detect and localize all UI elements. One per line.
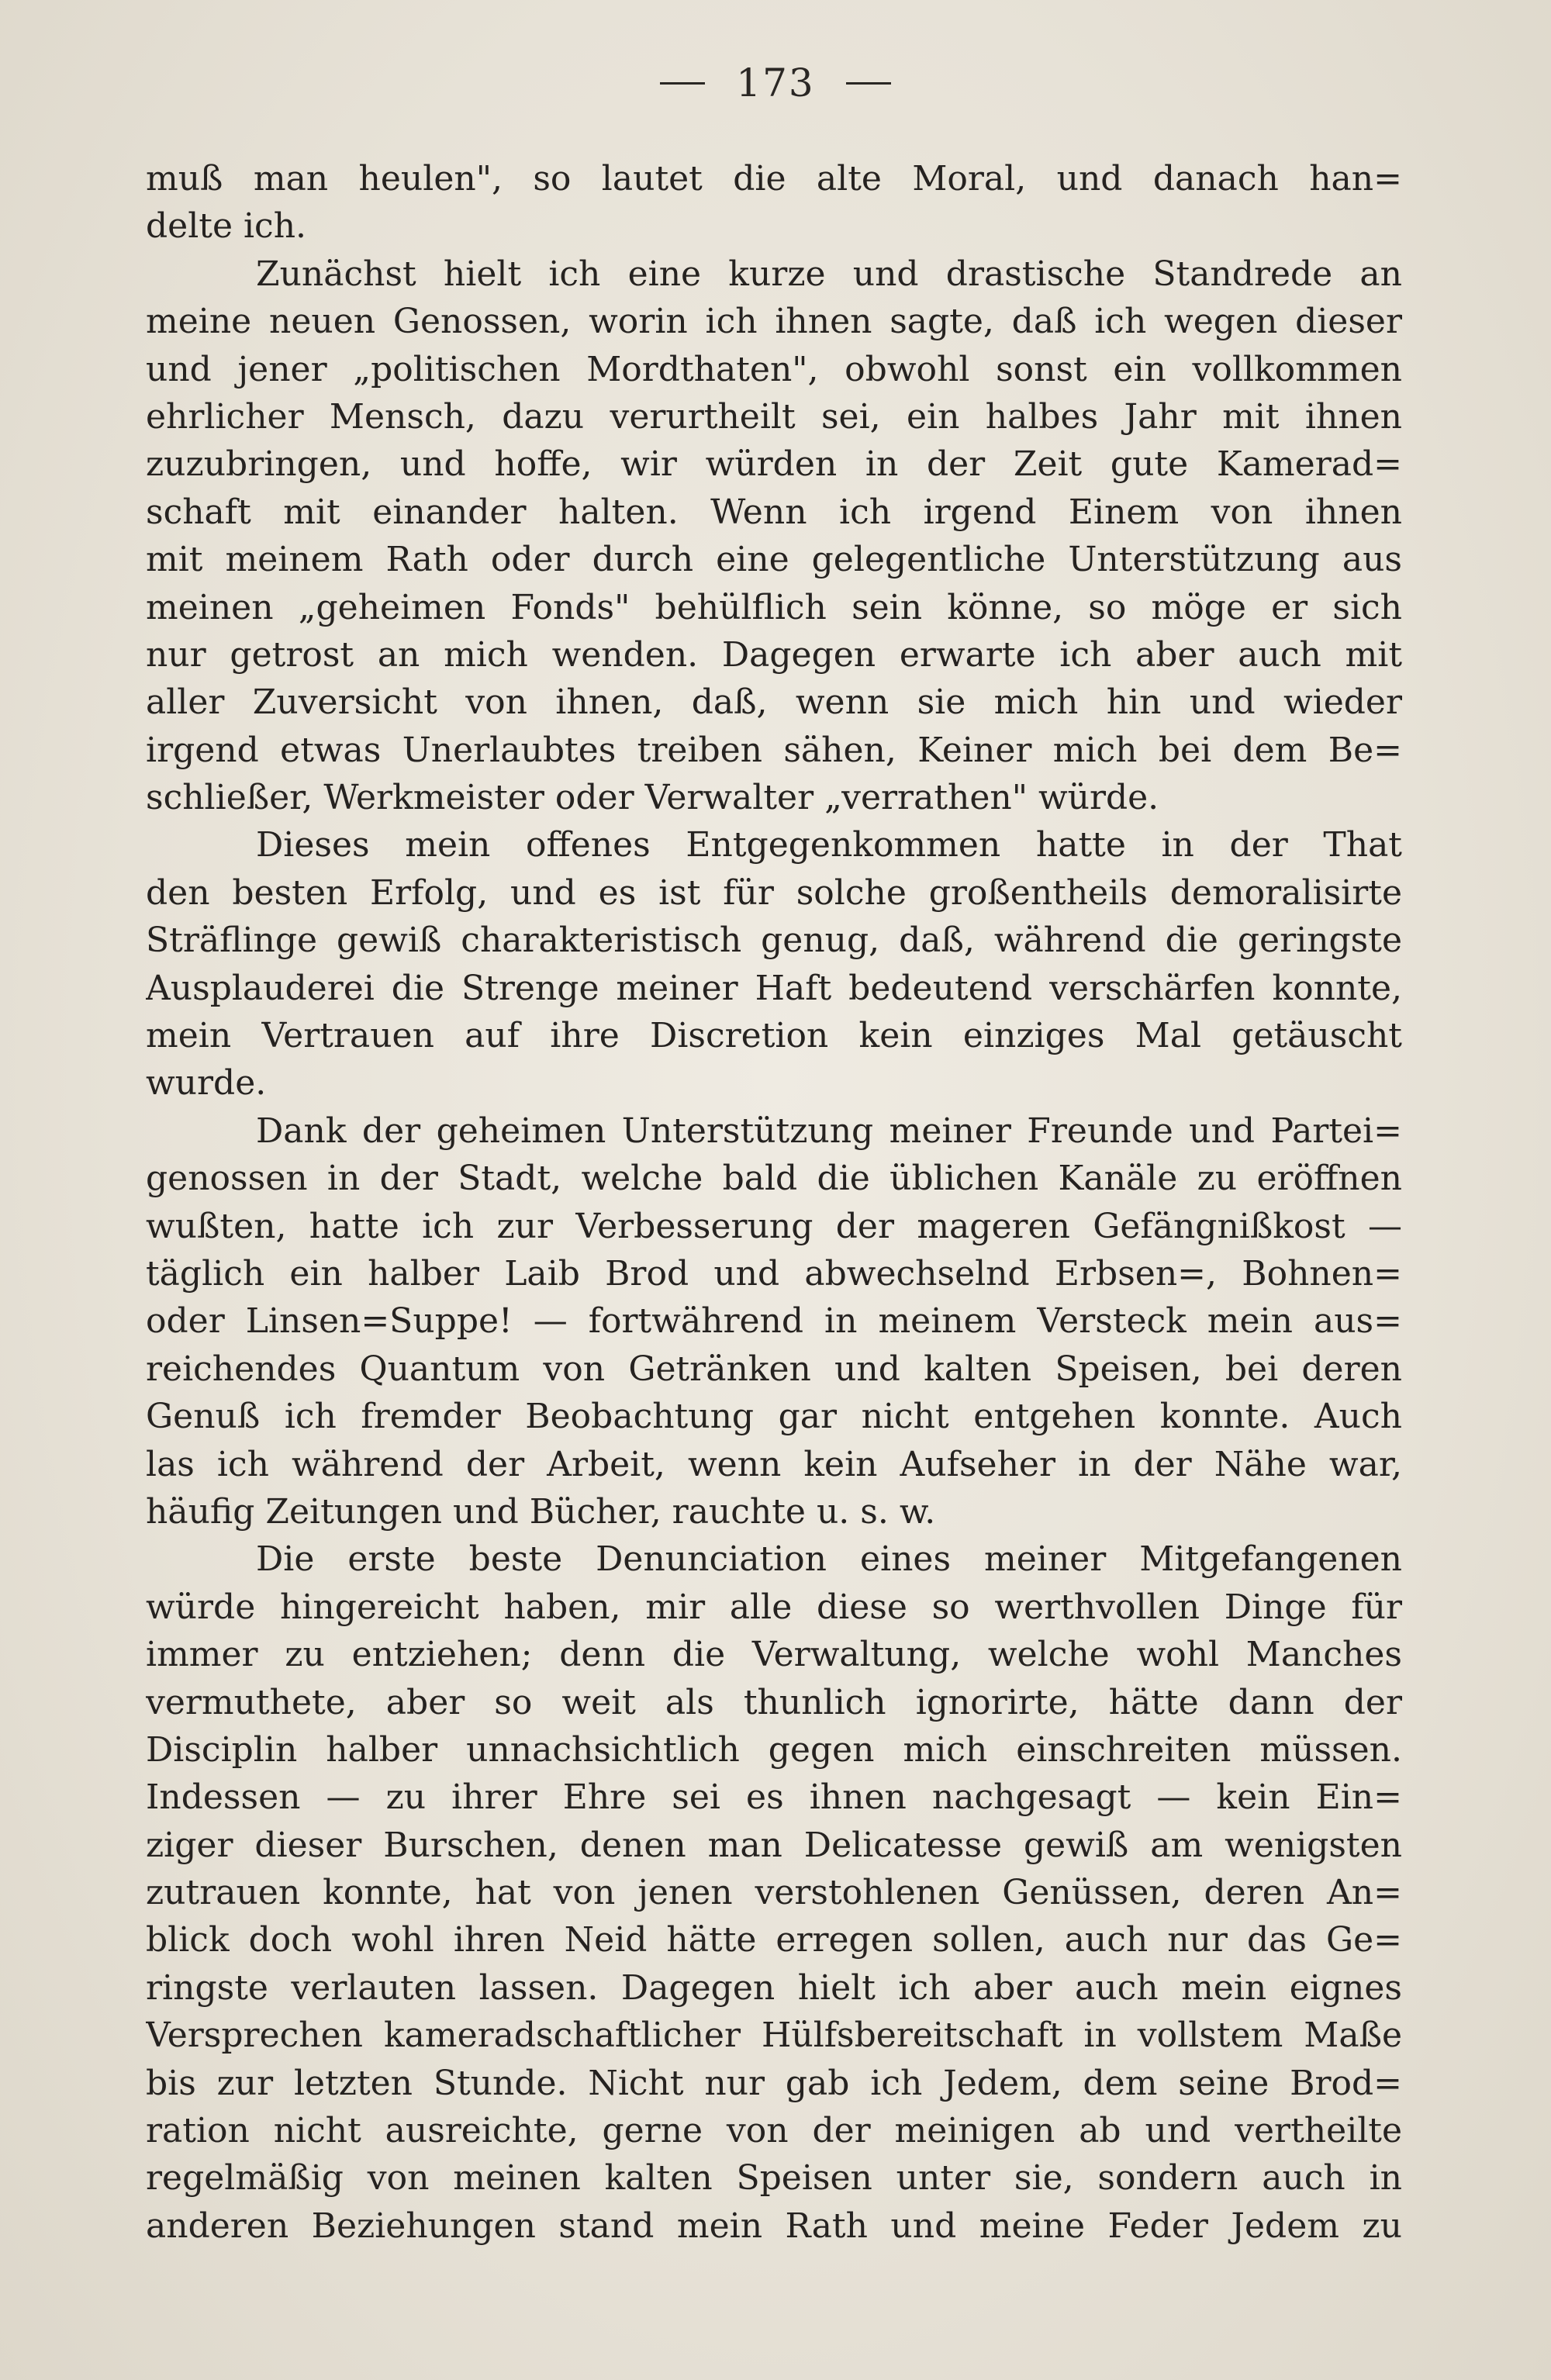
text-line: meinen „geheimen Fonds" behülflich sein könne, so möge er sich [146,587,1402,627]
text-line: Sträflinge gewiß charakteristisch genug, daß, während die geringste [146,921,1402,961]
text-line: regelmäßig von meinen kalten Speisen unter sie, sondern auch in [146,2158,1402,2199]
text-line: Zunächst hielt ich eine kurze und drastische Standrede an [256,254,1402,294]
page-number: 173 [736,60,815,105]
text-line: ration nicht ausreichte, gerne von der meinigen ab und vertheilte [146,2111,1402,2151]
text-line: immer zu entziehen; denn die Verwaltung, welche wohl Manches [146,1635,1402,1675]
text-line: würde hingereicht haben, mir alle diese so werthvollen Dinge für [146,1587,1402,1627]
text-line: Dank der geheimen Unterstützung meiner Freunde und Partei= [256,1111,1402,1151]
text-line: Versprechen kameradschaftlicher Hülfsbereitschaft in vollstem Maße [146,2016,1402,2056]
text-line: Genuß ich fremder Beobachtung gar nicht entgehen konnte. Auch [146,1397,1402,1437]
text-line: ehrlicher Mensch, dazu verurtheilt sei, ein halbes Jahr mit ihnen [146,396,1402,437]
text-line: meine neuen Genossen, worin ich ihnen sagte, daß ich wegen dieser [146,302,1402,342]
text-line: nur getrost an mich wenden. Dagegen erwarte ich aber auch mit [146,634,1402,675]
text-line: zuzubringen, und hoffe, wir würden in der Zeit gute Kamerad= [146,444,1402,485]
text-line: Indessen — zu ihrer Ehre sei es ihnen nachgesagt — kein Ein= [146,1777,1402,1818]
text-line: las ich während der Arbeit, wenn kein Aufseher in der Nähe war, [146,1444,1402,1484]
text-line: reichendes Quantum von Getränken und kalten Speisen, bei deren [146,1349,1402,1389]
text-line: Ausplauderei die Strenge meiner Haft bedeutend verschärfen konnte, [146,968,1402,1008]
text-line: Dieses mein offenes Entgegenkommen hatte in der That [256,825,1402,865]
text-line: genossen in der Stadt, welche bald die üblichen Kanäle zu eröffnen [146,1159,1402,1199]
text-line: ringste verlauten lassen. Dagegen hielt ich aber auch mein eignes [146,1967,1402,2008]
text-line: ziger dieser Burschen, denen man Delicatesse gewiß am wenigsten [146,1825,1402,1865]
text-line: schließer, Werkmeister oder Verwalter „verrathen" würde. [146,778,1159,818]
text-line: zutrauen konnte, hat von jenen verstohlenen Genüssen, deren An= [146,1873,1402,1913]
text-line: mit meinem Rath oder durch eine gelegentliche Unterstützung aus [146,540,1402,580]
text-line: täglich ein halber Laib Brod und abwechselnd Erbsen=, Bohnen= [146,1253,1402,1294]
body-text [146,155,1402,2250]
header-dash-left [660,82,705,85]
text-line: aller Zuversicht von ihnen, daß, wenn sie mich hin und wieder [146,682,1402,723]
text-line: wußten, hatte ich zur Verbesserung der mageren Gefängnißkost — [146,1206,1402,1246]
text-line: blick doch wohl ihren Neid hätte erregen sollen, auch nur das Ge= [146,1920,1402,1960]
text-line: irgend etwas Unerlaubtes treiben sähen, Keiner mich bei dem Be= [146,730,1402,770]
text-line: Disciplin halber unnachsichtlich gegen mich einschreiten müssen. [146,1729,1402,1770]
text-line: häufig Zeitungen und Bücher, rauchte u. s. w. [146,1491,936,1532]
text-line: anderen Beziehungen stand mein Rath und meine Feder Jedem zu [146,2206,1402,2246]
text-line: oder Linsen=Suppe! — fortwährend in meinem Versteck mein aus= [146,1301,1402,1342]
header-dash-right [846,82,891,85]
text-line: delte ich. [146,206,307,247]
text-line: und jener „politischen Mordthaten", obwohl sonst ein vollkommen [146,349,1402,389]
text-line: bis zur letzten Stunde. Nicht nur gab ich Jedem, dem seine Brod= [146,2063,1402,2103]
text-line: mein Vertrauen auf ihre Discretion kein einziges Mal getäuscht [146,1016,1402,1056]
text-line: muß man heulen", so lautet die alte Moral, und danach han= [146,159,1402,199]
text-line: den besten Erfolg, und es ist für solche großentheils demoralisirte [146,872,1402,913]
text-line: schaft mit einander halten. Wenn ich irgend Einem von ihnen [146,492,1402,532]
page-header [0,53,1551,107]
text-line: vermuthete, aber so weit als thunlich ignorirte, hätte dann der [146,1682,1402,1722]
text-line: Die erste beste Denunciation eines meiner Mitgefangenen [256,1539,1402,1580]
text-line: wurde. [146,1063,267,1104]
